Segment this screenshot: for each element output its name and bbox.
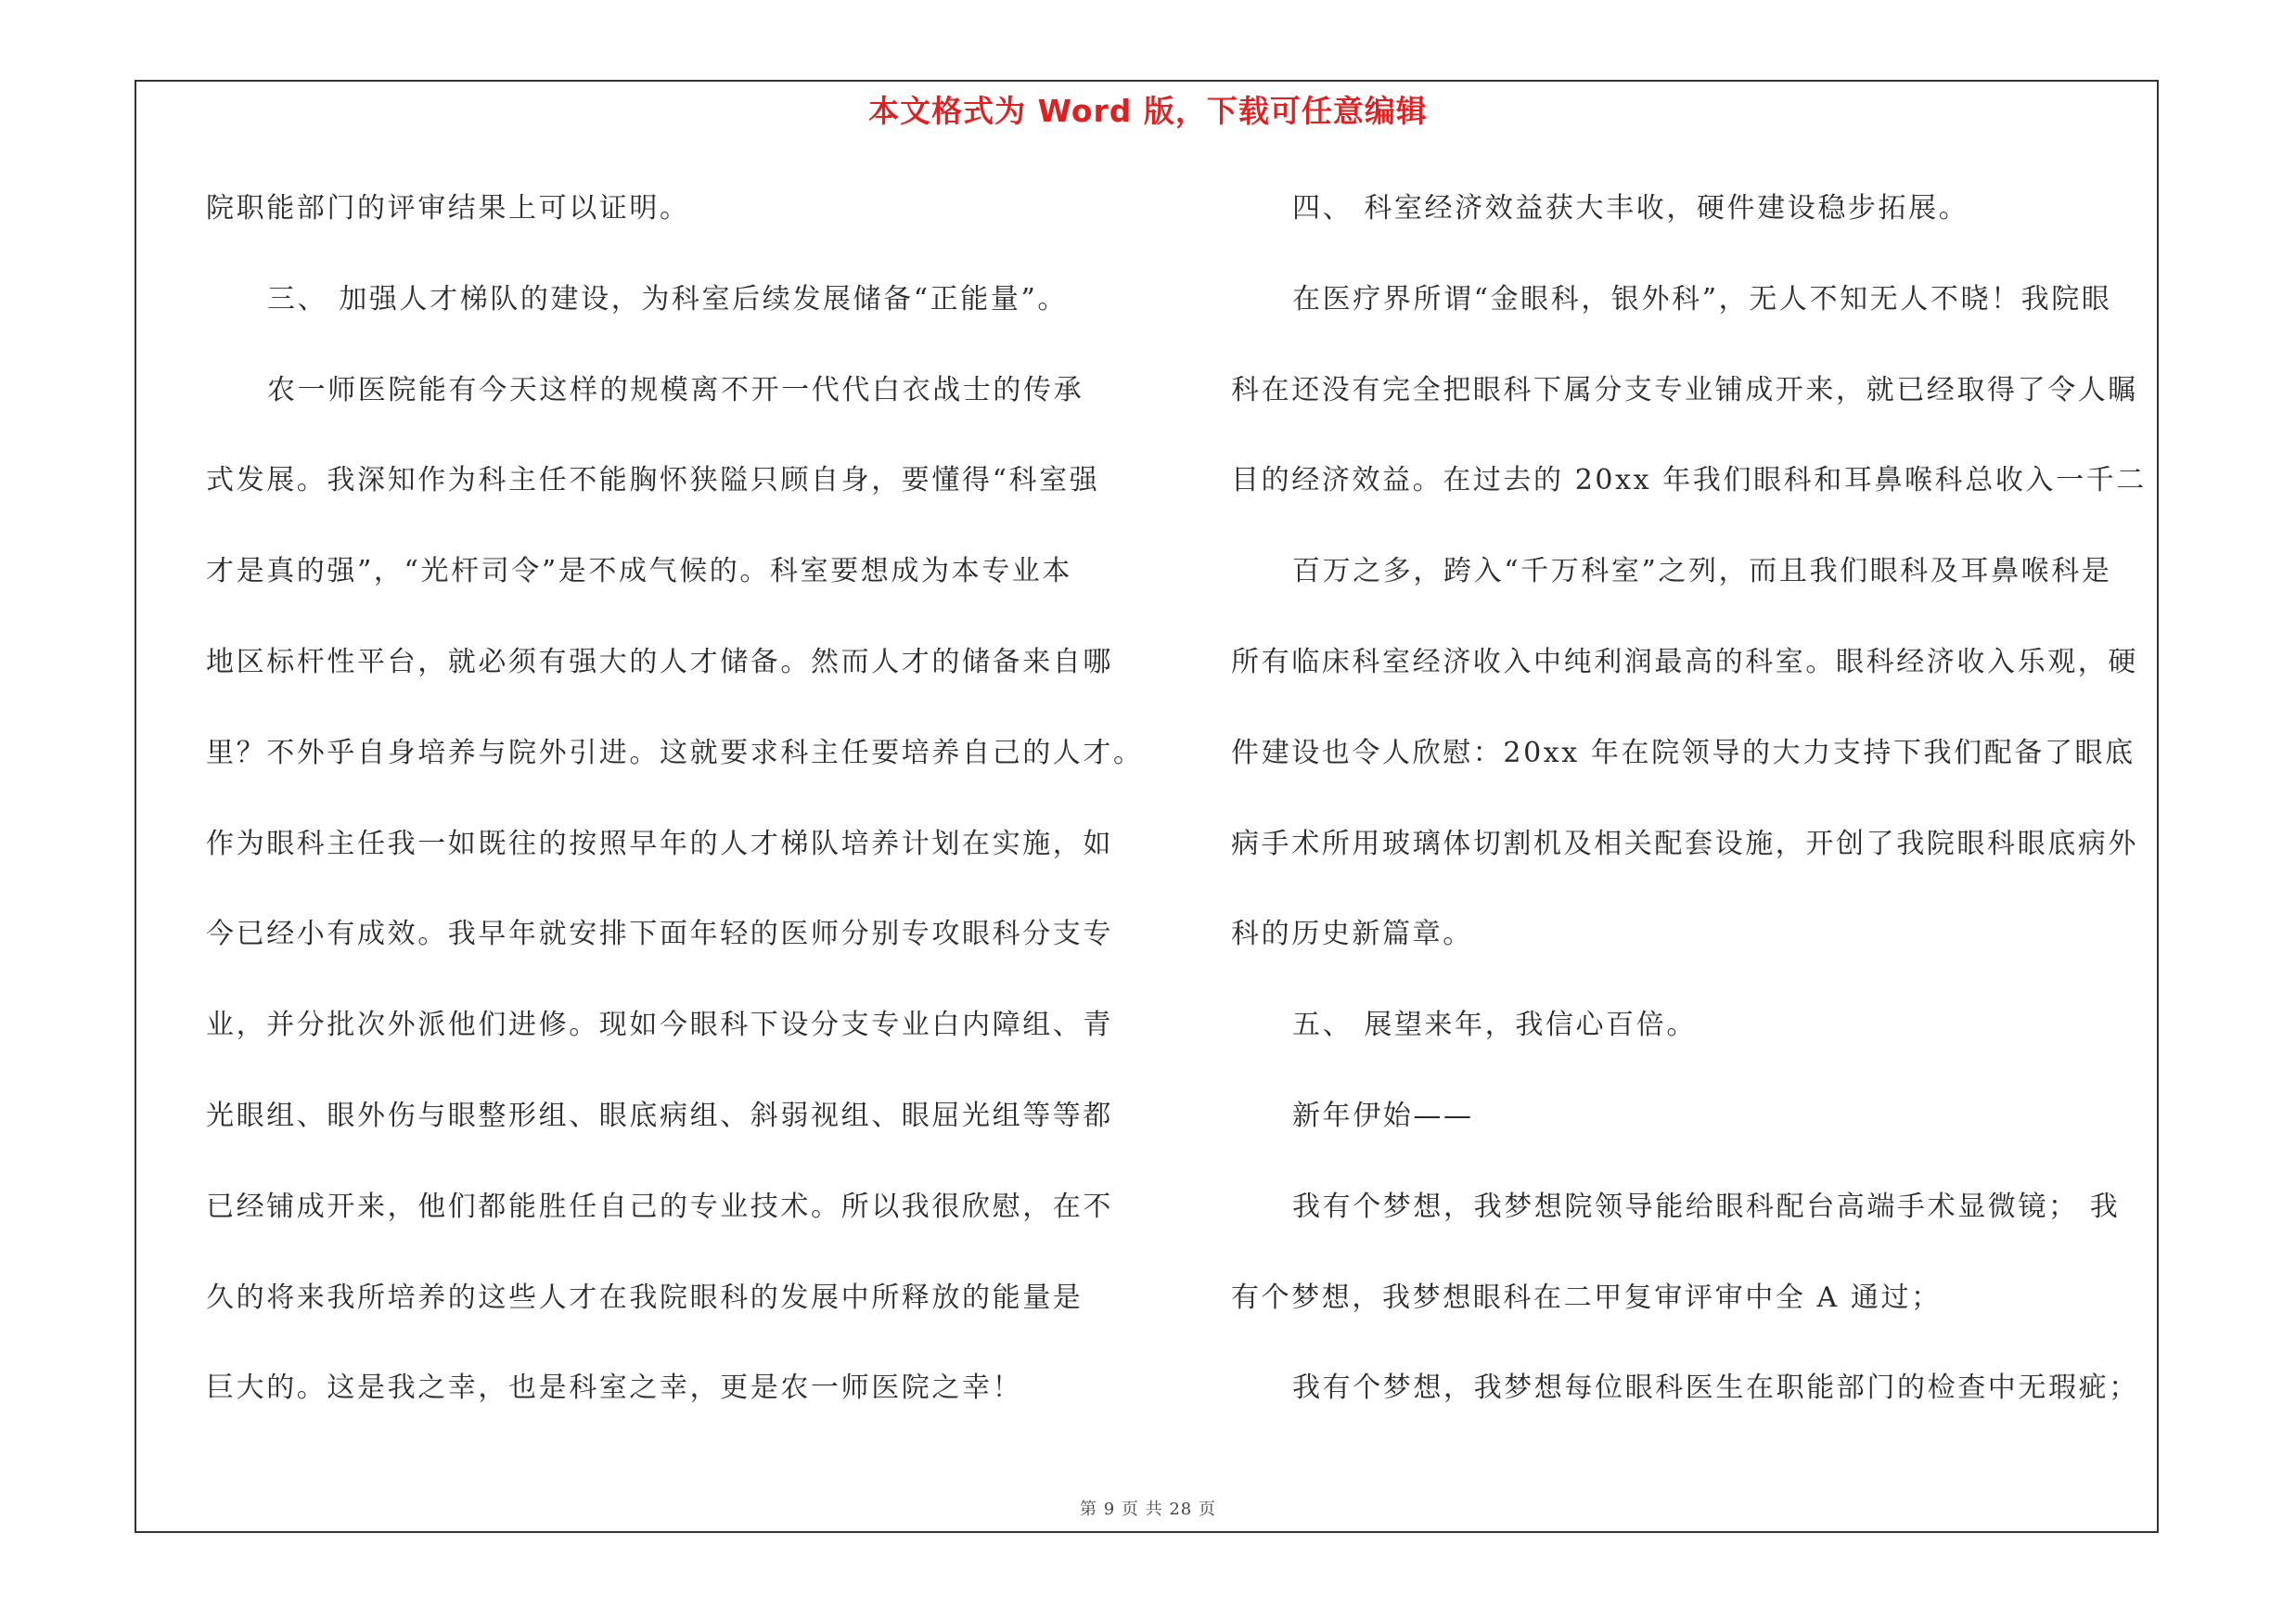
text-line: 光眼组、眼外伤与眼整形组、眼底病组、斜弱视组、眼屈光组等等都 [206, 1099, 1113, 1132]
text-line: 四、 科室经济效益获大丰收，硬件建设稳步拓展。 [1292, 192, 1969, 225]
page-number-footer: 第 9 页 共 28 页 [1080, 1500, 1216, 1519]
text-line: 地区标杆性平台，就必须有强大的人才储备。然而人才的储备来自哪 [206, 645, 1113, 678]
text-line: 在医疗界所谓“金眼科，银外科”，无人不知无人不晓！我院眼 [1292, 282, 2112, 316]
text-line: 里？不外乎自身培养与院外引进。这就要求科主任要培养自己的人才。 [206, 736, 1144, 769]
text-line: 业，并分批次外派他们进修。现如今眼科下设分支专业白内障组、青 [206, 1009, 1113, 1042]
text-line: 已经铺成开来，他们都能胜任自己的专业技术。所以我很欣慰，在不 [206, 1190, 1113, 1223]
text-line: 科的历史新篇章。 [1231, 918, 1473, 951]
text-line: 久的将来我所培养的这些人才在我院眼科的发展中所释放的能量是 [206, 1281, 1084, 1314]
text-line: 才是真的强”，“光杆司令”是不成气候的。科室要想成为本专业本 [206, 555, 1073, 588]
text-line: 式发展。我深知作为科主任不能胸怀狭隘只顾自身，要懂得“科室强 [206, 464, 1100, 497]
right-text-column [1231, 182, 2159, 1452]
text-line: 今已经小有成效。我早年就安排下面年轻的医师分别专攻眼科分支专 [206, 918, 1113, 951]
text-line: 件建设也令人欣慰：20xx 年在院领导的大力支持下我们配备了眼底 [1231, 736, 2136, 769]
text-line: 农一师医院能有今天这样的规模离不开一代代白衣战士的传承 [267, 373, 1084, 406]
text-line: 百万之多，跨入“千万科室”之列，而且我们眼科及耳鼻喉科是 [1292, 555, 2112, 588]
text-line: 作为眼科主任我一如既往的按照早年的人才梯队培养计划在实施，如 [206, 827, 1113, 860]
text-line: 所有临床科室经济收入中纯利润最高的科室。眼科经济收入乐观，硬 [1231, 645, 2138, 678]
text-line: 巨大的。这是我之幸，也是科室之幸，更是农一师医院之幸！ [206, 1372, 1023, 1405]
text-line: 院职能部门的评审结果上可以证明。 [206, 192, 690, 225]
text-line: 病手术所用玻璃体切割机及相关配套设施，开创了我院眼科眼底病外 [1231, 827, 2138, 860]
text-line: 目的经济效益。在过去的 20xx 年我们眼科和耳鼻喉科总收入一千二 [1231, 464, 2147, 497]
text-line: 我有个梦想，我梦想每位眼科医生在职能部门的检查中无瑕疵； [1292, 1372, 2139, 1405]
word-format-banner: 本文格式为 Word 版，下载可任意编辑 [868, 93, 1428, 129]
text-line: 五、 展望来年，我信心百倍。 [1292, 1009, 1697, 1042]
text-line: 科在还没有完全把眼科下属分支专业铺成开来，就已经取得了令人瞩 [1231, 373, 2138, 406]
left-text-column [206, 182, 1144, 1452]
text-line: 我有个梦想，我梦想院领导能给眼科配台高端手术显微镜； 我 [1292, 1190, 2121, 1223]
text-line: 有个梦想，我梦想眼科在二甲复审评审中全 A 通过； [1231, 1281, 1942, 1314]
text-line: 三、 加强人才梯队的建设，为科室后续发展储备“正能量”。 [267, 282, 1069, 316]
text-line: 新年伊始—— [1292, 1099, 1474, 1132]
